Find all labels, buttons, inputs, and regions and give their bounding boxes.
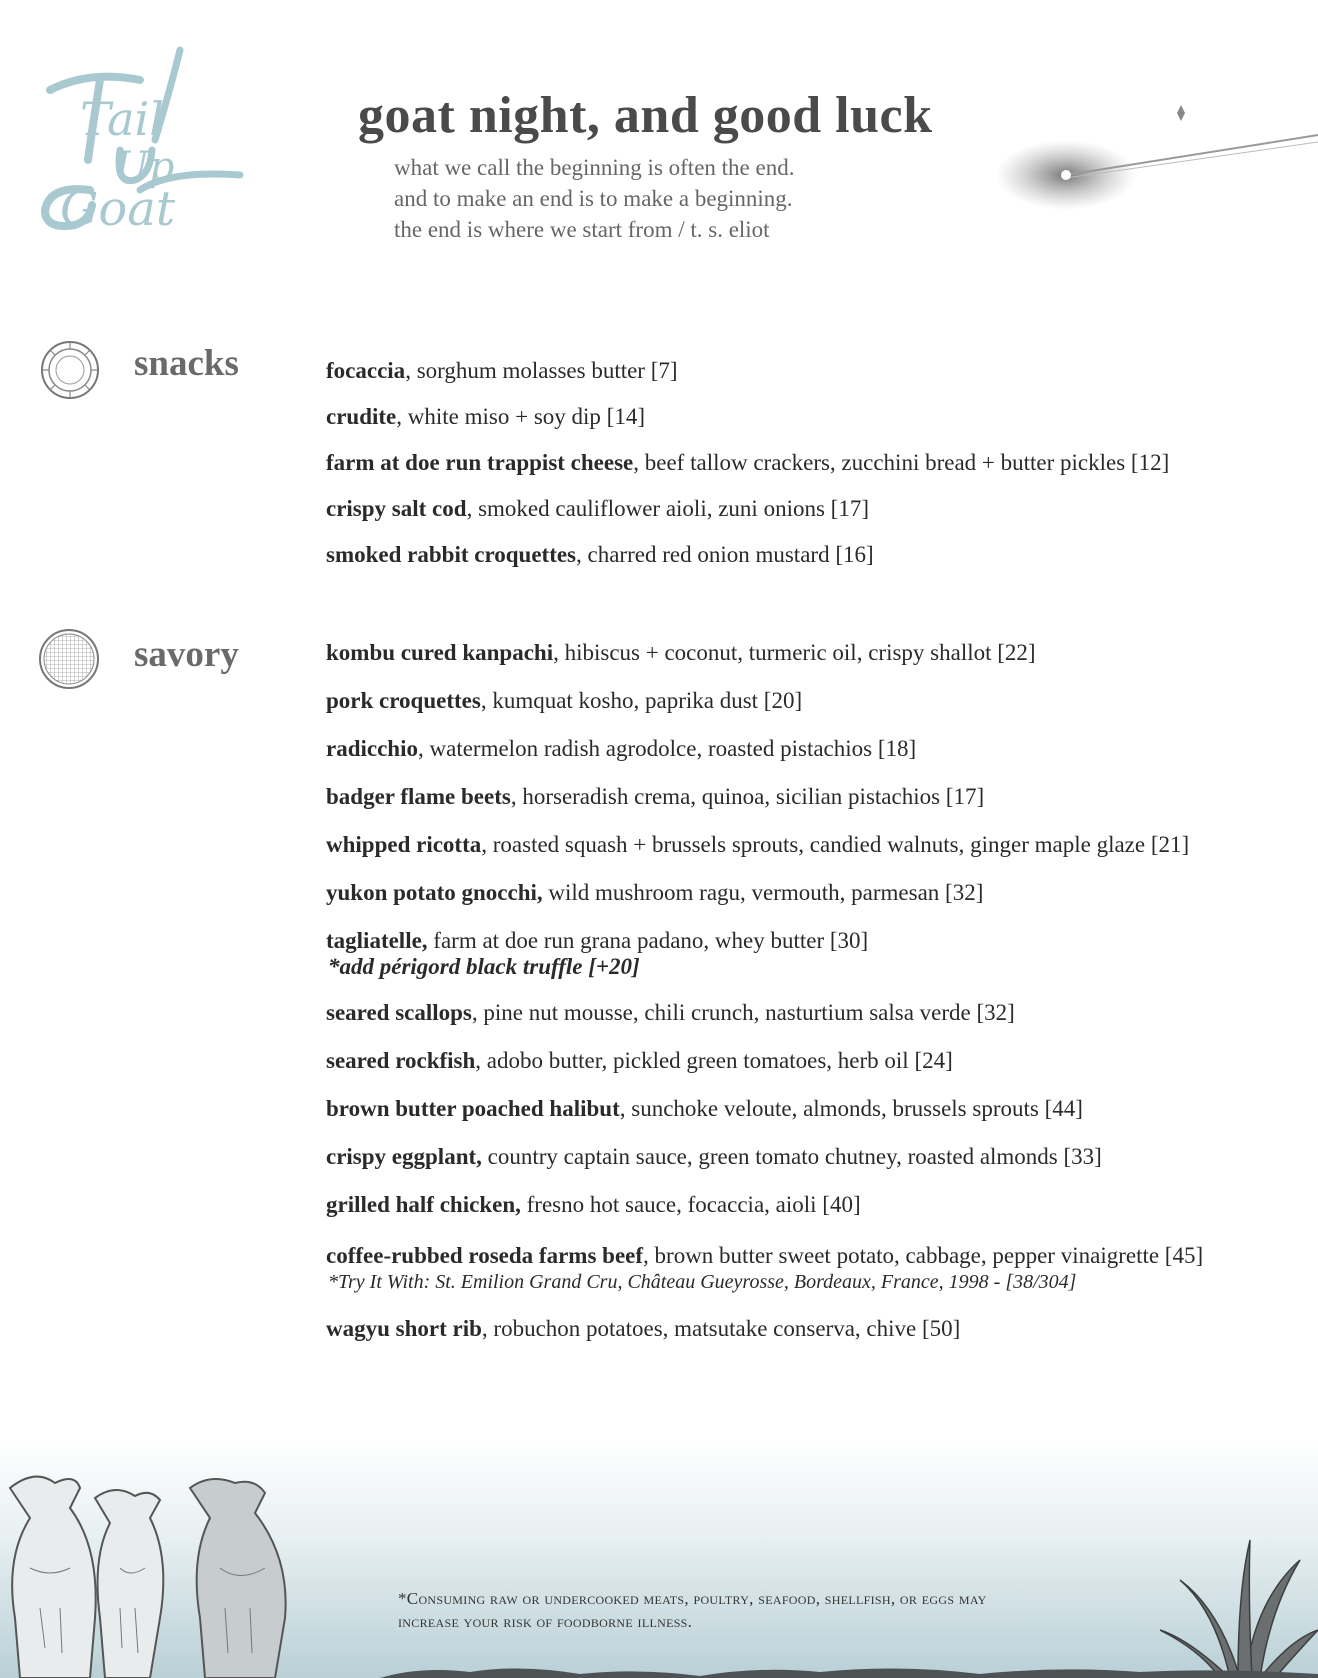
menu-item: [326, 1316, 960, 1342]
menu-item: [326, 928, 868, 954]
dish-description: , robuchon potatoes, matsutake conserva, chive [50]: [481, 1316, 961, 1341]
dish-description: , smoked cauliflower aioli, zuni onions [17]: [466, 496, 869, 521]
dish-description: , watermelon radish agrodolce, roasted pistachios [18]: [418, 736, 917, 761]
savory-plate-icon: [38, 628, 100, 690]
disclaimer-line-2: increase your risk of foodborne illness.: [398, 1612, 693, 1631]
dish-name: whipped ricotta: [326, 832, 482, 857]
menu-item: [326, 358, 678, 384]
dish-description: , beef tallow crackers, zucchini bread + butter pickles [12]: [633, 450, 1170, 475]
dish-description: wild mushroom ragu, vermouth, parmesan [32]: [542, 880, 984, 905]
dish-description: , sunchoke veloute, almonds, brussels sprouts [44]: [619, 1096, 1083, 1121]
snacks-plate-icon: [40, 340, 100, 400]
dish-name: tagliatelle,: [326, 928, 428, 953]
dish-description: , adobo butter, pickled green tomatoes, herb oil [24]: [475, 1048, 953, 1073]
logo-text-up: Up: [115, 144, 175, 190]
dish-description: , sorghum molasses butter [7]: [405, 358, 678, 383]
dish-name: yukon potato gnocchi,: [326, 880, 543, 905]
menu-item: [326, 1243, 1203, 1269]
logo-text-goat: Goat: [60, 181, 176, 237]
quote-line-3: the end is where we start from / t. s. eliot: [394, 217, 770, 242]
agave-illustration: [1160, 1520, 1318, 1678]
dish-name: pork croquettes: [326, 688, 481, 713]
dish-name: crispy eggplant,: [326, 1144, 482, 1169]
dish-description: , kumquat kosho, paprika dust [20]: [480, 688, 803, 713]
menu-item: [326, 496, 869, 522]
comet-illustration: [996, 90, 1318, 260]
section-title-snacks: snacks: [134, 343, 239, 384]
wine-pairing-note: *Try It With: St. Emilion Grand Cru, Château Gueyrosse, Bordeaux, France, 1998 - [38/304]: [328, 1271, 1077, 1293]
menu-item: [326, 640, 1036, 666]
dish-description: , pine nut mousse, chili crunch, nasturtium salsa verde [32]: [471, 1000, 1015, 1025]
menu-item: [326, 832, 1189, 858]
dish-name: kombu cured kanpachi: [326, 640, 554, 665]
dish-name: crispy salt cod: [326, 496, 467, 521]
dish-name: smoked rabbit croquettes: [326, 542, 577, 567]
menu-item: [326, 1192, 861, 1218]
menu-item: [326, 1048, 953, 1074]
dish-name: farm at doe run trappist cheese: [326, 450, 634, 475]
dish-description: fresno hot sauce, focaccia, aioli [40]: [520, 1192, 861, 1217]
dish-name: wagyu short rib: [326, 1316, 482, 1341]
dish-name: crudite: [326, 404, 397, 429]
dish-name: radicchio: [326, 736, 418, 761]
disclaimer-line-1: *Consuming raw or undercooked meats, poultry, seafood, shellfish, or eggs may: [398, 1589, 987, 1608]
menu-item: [326, 450, 1169, 476]
dish-name: coffee-rubbed roseda farms beef: [326, 1243, 644, 1268]
dish-name: focaccia: [326, 358, 406, 383]
dish-description: , brown butter sweet potato, cabbage, pepper vinaigrette [45]: [643, 1243, 1204, 1268]
dish-description: , hibiscus + coconut, turmeric oil, crispy shallot [22]: [553, 640, 1036, 665]
menu-item: [326, 1096, 1083, 1122]
dish-name: brown butter poached halibut: [326, 1096, 620, 1121]
menu-item: [326, 1000, 1015, 1026]
tail-up-goat-logo: [30, 40, 260, 240]
truffle-addon-note: *add périgord black truffle [+20]: [328, 954, 640, 979]
dish-description: , horseradish crema, quinoa, sicilian pistachios [17]: [510, 784, 985, 809]
page-title: goat night, and good luck: [358, 87, 933, 144]
menu-item: [326, 688, 802, 714]
dish-description: country captain sauce, green tomato chutney, roasted almonds [33]: [481, 1144, 1102, 1169]
menu-item: [326, 736, 916, 762]
dish-name: badger flame beets: [326, 784, 511, 809]
goats-illustration: [0, 1448, 300, 1678]
menu-item: [326, 784, 984, 810]
dish-name: grilled half chicken,: [326, 1192, 521, 1217]
quote-line-2: and to make an end is to make a beginning.: [394, 186, 793, 211]
dish-description: , white miso + soy dip [14]: [396, 404, 645, 429]
dish-name: seared scallops: [326, 1000, 472, 1025]
dish-description: , charred red onion mustard [16]: [576, 542, 874, 567]
dish-name: seared rockfish: [326, 1048, 476, 1073]
menu-header: [358, 80, 978, 245]
menu-item: [326, 1144, 1102, 1170]
food-safety-disclaimer: [398, 1587, 1098, 1633]
dish-description: , roasted squash + brussels sprouts, candied walnuts, ginger maple glaze [21]: [481, 832, 1190, 857]
menu-item: [326, 542, 874, 568]
logo-text-tail: Tail: [80, 92, 164, 146]
menu-item: [326, 880, 983, 906]
menu-item: [326, 404, 645, 430]
section-title-savory: savory: [134, 634, 239, 675]
rocks-illustration: [380, 1662, 1318, 1678]
dish-description: farm at doe run grana padano, whey butter [30]: [427, 928, 869, 953]
quote-line-1: what we call the beginning is often the end.: [394, 155, 795, 180]
